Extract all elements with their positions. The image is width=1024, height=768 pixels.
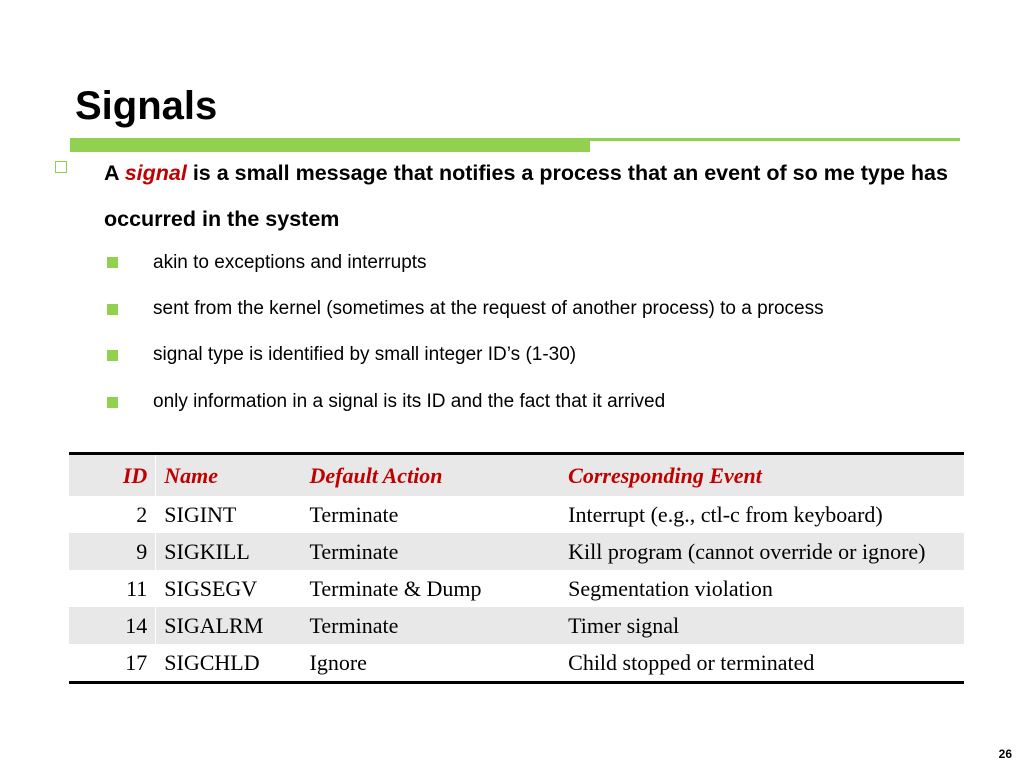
cell-event: Child stopped or terminated (568, 650, 815, 675)
header-default-action: Default Action (309, 462, 443, 488)
table-header-row (69, 454, 964, 496)
header-name: Name (164, 462, 219, 488)
cell-name: SIGALRM (164, 613, 264, 638)
cell-id: 17 (69, 644, 156, 683)
cell-id: 9 (69, 533, 156, 570)
cell-name: SIGINT (164, 502, 237, 527)
header-corresponding-event: Corresponding Event (568, 462, 762, 488)
cell-id: 2 (69, 496, 156, 534)
table-row (69, 496, 964, 534)
signal-emphasis: signal (124, 161, 187, 185)
cell-action: Terminate (309, 539, 399, 564)
cell-name: SIGCHLD (164, 650, 260, 675)
signals-table (69, 452, 964, 684)
cell-name: SIGKILL (164, 539, 250, 564)
cell-name: SIGSEGV (164, 576, 258, 601)
slide-title: Signals (75, 84, 218, 128)
square-bullet-icon (107, 350, 118, 361)
cell-event: Interrupt (e.g., ctl-c from keyboard) (568, 502, 883, 527)
table-row (69, 570, 964, 607)
page-number: 26 (998, 747, 1012, 761)
square-bullet-icon (107, 257, 118, 268)
sub-bullet-text: signal type is identified by small integer ID’s (1-30) (153, 344, 577, 365)
square-bullet-icon (107, 304, 118, 315)
cell-event: Segmentation violation (568, 576, 773, 601)
table-row (69, 607, 964, 644)
sub-bullet-text: only information in a signal is its ID and the fact that it arrived (153, 391, 666, 412)
sub-bullet-text: sent from the kernel (sometimes at the request of another process) to a process (153, 298, 824, 319)
cell-action: Terminate (309, 502, 399, 527)
header-id: ID (69, 454, 156, 496)
cell-action: Terminate & Dump (309, 576, 482, 601)
main-bullet-text (104, 150, 964, 242)
table-row (69, 533, 964, 570)
sub-bullet-text: akin to exceptions and interrupts (153, 252, 427, 273)
cell-id: 11 (69, 570, 156, 607)
main-bullet-prefix: A (104, 161, 125, 185)
cell-event: Kill program (cannot override or ignore) (568, 539, 926, 564)
hollow-square-bullet-icon (55, 161, 67, 173)
square-bullet-icon (107, 397, 118, 408)
cell-event: Timer signal (568, 613, 680, 638)
cell-action: Terminate (309, 613, 399, 638)
table-row (69, 644, 964, 683)
cell-id: 14 (69, 607, 156, 644)
main-bullet-suffix: is a small message that notifies a process that an event of so me type has occurred in the system (104, 161, 948, 231)
cell-action: Ignore (309, 650, 367, 675)
